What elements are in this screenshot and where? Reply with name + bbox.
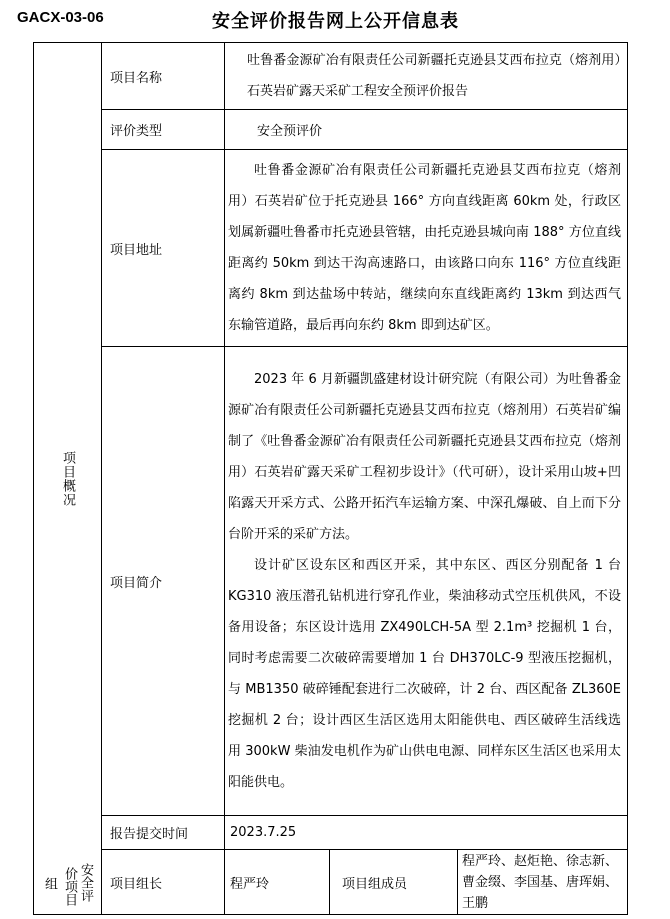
evaluation-type-value: 安全预评价 — [225, 110, 628, 150]
project-address-value-cell — [225, 150, 628, 347]
section-overview-cell — [34, 43, 102, 915]
submit-date-value: 2023.7.25 — [225, 816, 628, 850]
project-address-label: 项目地址 — [102, 150, 225, 347]
project-intro-label: 项目简介 — [102, 347, 225, 816]
row-project-address — [34, 150, 628, 347]
section-team-col-2: 价项目 — [62, 867, 77, 906]
project-name-value: 吐鲁番金源矿冶有限责任公司新疆托克逊县艾西布拉克（熔剂用）石英岩矿露天采矿工程安全预评价报告 — [247, 53, 621, 99]
project-name-label: 项目名称 — [102, 43, 225, 110]
project-intro-paragraph-1: 2023 年 6 月新疆凯盛建材设计研究院（有限公司）为吐鲁番金源矿冶有限责任公司新疆托克逊县艾西布拉克（熔剂用）石英岩矿编制了《吐鲁番金源矿冶有限责任公司新疆托克逊县艾西布拉克（熔剂用）石英岩矿露天采矿工程初步设计》（代可研），设计采用山坡+凹陷露天开采方式、公路开拓汽车运输方案、中深孔爆破、自上而下分台阶开采的采矿方法。 — [228, 372, 621, 542]
project-address-value: 吐鲁番金源矿冶有限责任公司新疆托克逊县艾西布拉克（熔剂用）石英岩矿位于托克逊县 166° 方向直线距离 60km 处，行政区划属新疆吐鲁番市托克逊县管辖，由托克逊县城向南 188° 方位直线距离约 50km 到达干沟高速路口，由该路口向东 116° 方位直线距离约 8km 到达盐场中转站，继续向东直线距离约 13km 到达西气东输管道路，最后再向东约 8km 即到达矿区。 — [228, 163, 621, 333]
row-evaluation-type — [34, 110, 628, 150]
team-leader-label: 项目组长 — [102, 850, 225, 915]
evaluation-type-label: 评价类型 — [102, 110, 225, 150]
project-intro-paragraph-2: 设计矿区设东区和西区开采，其中东区、西区分别配备 1 台 KG310 液压潜孔钻机进行穿孔作业，柴油移动式空压机供风，不设备用设备；东区设计选用 ZX490LCH-5A 型 2.1m³ 挖掘机 1 台，同时考虑需要二次破碎需要增加 1 台 DH370LC-9 型液压挖掘机，与 MB1350 破碎锤配套进行二次破碎，计 2 台、西区配备 ZL360E 挖掘机 2 台；设计西区生活区选用太阳能供电、西区破碎生活线选用 300kW 柴油发电机作为矿山供电电源、同样东区生活区也采用太阳能供电。 — [228, 558, 621, 790]
row-project-name — [34, 43, 628, 110]
document-code: GACX-03-06 — [17, 9, 104, 26]
section-team-col-3: 组 — [42, 877, 57, 890]
team-members-label: 项目组成员 — [330, 850, 458, 915]
document-title: 安全评价报告网上公开信息表 — [212, 11, 459, 32]
section-team-label — [36, 857, 104, 917]
row-project-intro — [34, 347, 628, 816]
submit-date-label: 报告提交时间 — [102, 816, 225, 850]
team-leader-value: 程严玲 — [225, 850, 330, 915]
team-members-value: 程严玲、赵炬艳、徐志新、曹金缀、李国基、唐珲娟、王鹏 — [458, 850, 628, 915]
section-overview-label: 项目概况 — [60, 450, 75, 507]
info-table — [33, 42, 628, 915]
project-intro-value-cell — [225, 347, 628, 816]
section-team-col-1: 安全评 — [78, 863, 93, 902]
project-name-value-cell — [225, 43, 628, 110]
row-submit-date — [34, 816, 628, 850]
row-team — [34, 850, 628, 915]
